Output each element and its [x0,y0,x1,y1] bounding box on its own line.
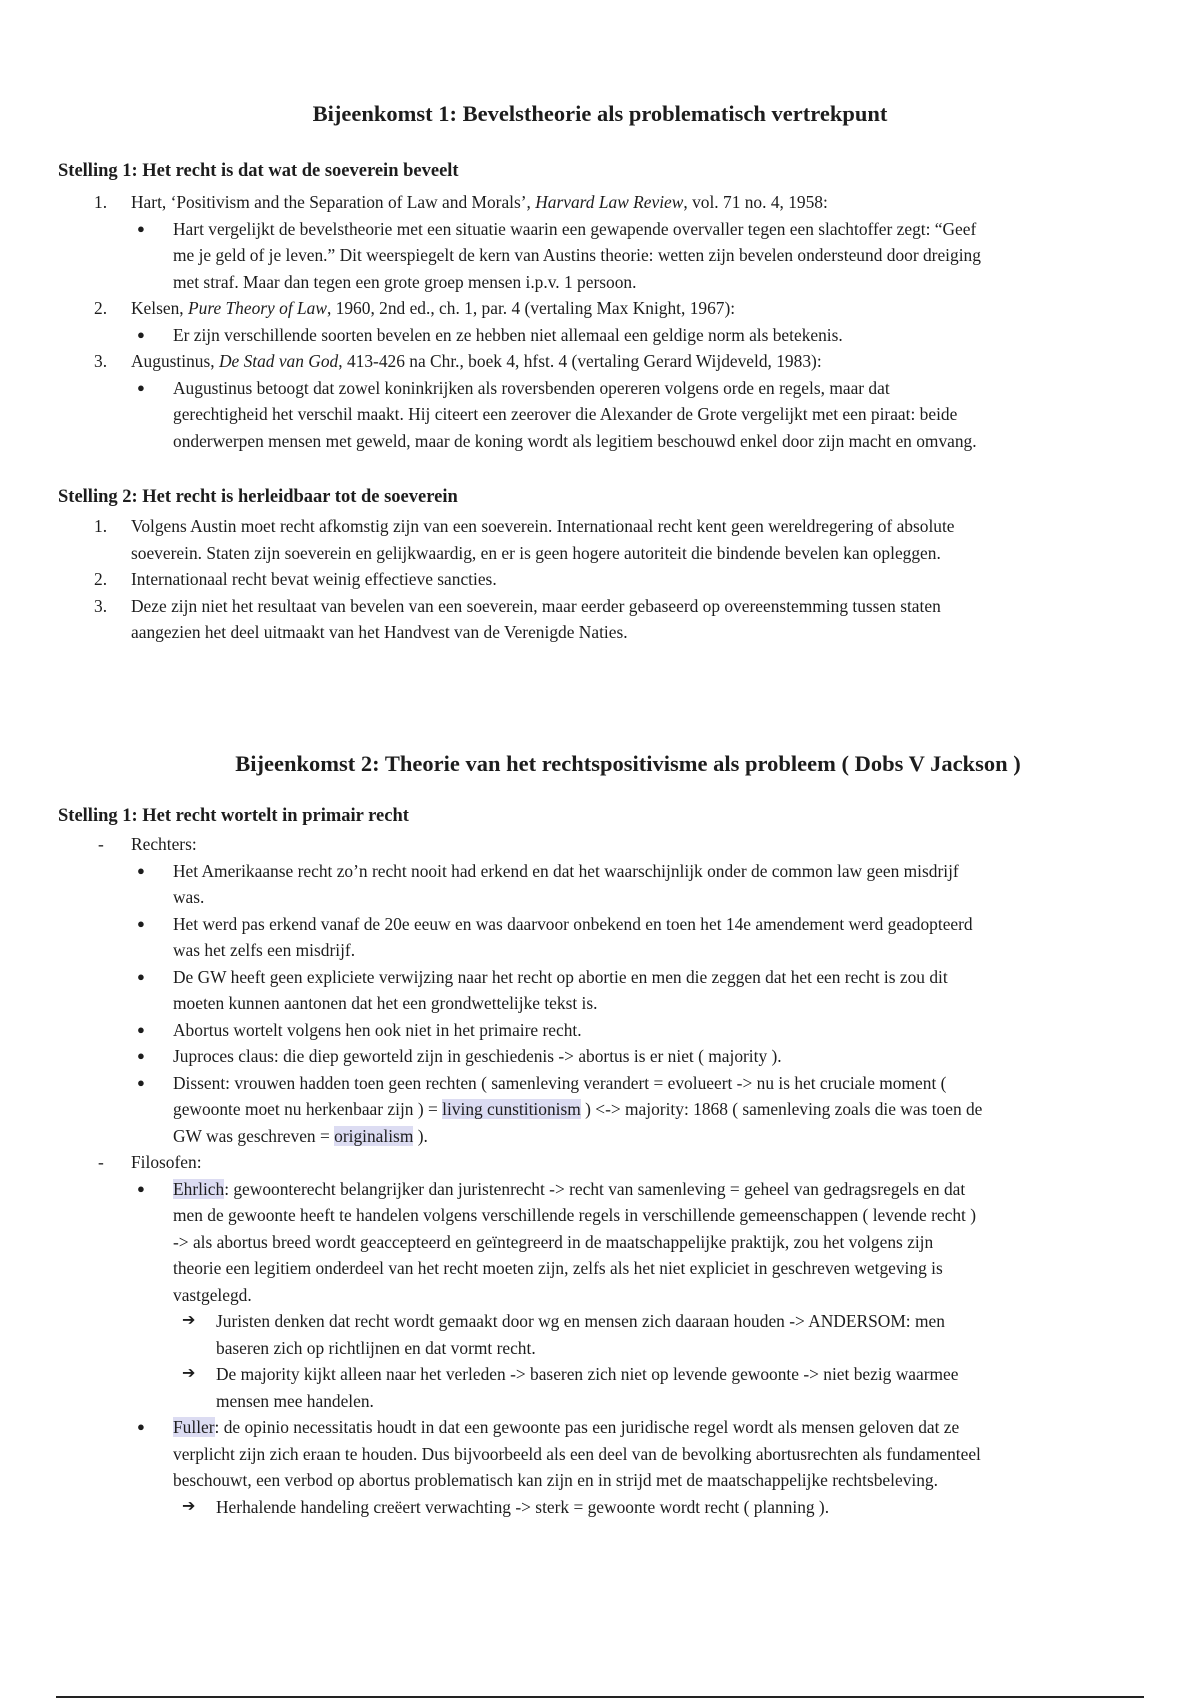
dash-label: Filosofen: [131,1152,202,1172]
list-item-continuation [0,619,1200,646]
highlight-living-constitutionism: living cunstitionism [442,1099,581,1119]
bullet-icon: ● [137,968,145,984]
section1-stelling2-heading: Stelling 2: Het recht is herleidbaar tot de soeverein [58,487,458,507]
bullet-icon: ● [137,1048,145,1063]
bullet-text: Er zijn verschillende soorten bevelen en ze hebben niet allemaal een geldige norm als betekenis. [173,324,843,345]
bullet-continuation [0,269,1200,296]
dash-marker: - [98,834,104,854]
item-text: soeverein. Staten zijn soeverein en gelijkwaardig, en er is geen hogere autoriteit die bindende bevelen kan opleggen. [131,542,941,563]
bullet-text: GW was geschreven = originalism ). [173,1125,428,1146]
bullet-text: theorie een legitiem onderdeel van het recht moeten zijn, zelfs als het niet expliciet in geschreven wetgeving is [173,1258,943,1278]
arrow-icon: ➔ [182,1312,196,1329]
item-text: Hart, ‘Positivism and the Separation of Law and Morals’, Harvard Law Review, vol. 71 no. 4, 1958: [131,192,828,212]
highlight-ehrlich: Ehrlich [173,1178,225,1199]
bullet-icon: ● [137,1419,145,1434]
arrow-item [0,1361,1200,1388]
item-number: 3. [94,595,108,616]
arrow-item [0,1308,1200,1335]
bullet-text: beschouwt, een verbod op abortus problematisch kan zijn en in strijd met de maatschappelijke rechtsbeleving. [173,1470,938,1490]
item-number: 2. [94,298,108,318]
section2-stelling1-body [0,831,1200,1520]
bullet-continuation [0,1123,1200,1150]
list-item [0,348,1200,375]
bullet-text: De GW heeft geen expliciete verwijzing naar het recht op abortie en men die zeggen dat het een recht is zou dit [173,966,948,987]
bullet-icon: ● [137,862,145,878]
bullet-item-dissent [0,1070,1200,1097]
section1-stelling1-list [0,189,1200,454]
bullet-text: vastgelegd. [173,1284,252,1305]
arrow-text: De majority kijkt alleen naar het verleden -> baseren zich niet op levende gewoonte -> niet bezig waarmee [216,1364,959,1384]
bullet-item [0,1043,1200,1070]
bullet-continuation [0,937,1200,964]
bullet-text: onderwerpen mensen met geweld, maar de koning wordt als legitiem beschouwd enkel door zijn macht en omvang. [173,430,977,451]
list-item [0,593,1200,620]
bullet-text: Augustinus betoogt dat zowel koninkrijken als roversbenden opereren volgens orde en regels, maar dat [173,377,890,398]
bullet-continuation [0,242,1200,269]
section2-stelling1-heading: Stelling 1: Het recht wortelt in primair recht [58,806,409,826]
item-text: Volgens Austin moet recht afkomstig zijn van een soeverein. Internationaal recht kent geen wereldregering of absolute [131,516,955,536]
bullet-text: -> als abortus breed wordt geaccepteerd en geïntegreerd in de maatschappelijke praktijk, zou het volgens zijn [173,1231,934,1252]
item-text: Deze zijn niet het resultaat van bevelen van een soeverein, maar eerder gebaseerd op overeenstemming tussen staten [131,595,941,616]
bullet-text: Hart vergelijkt de bevelstheorie met een situatie waarin een gewapende overvaller tegen een slachtoffer zegt: “Geef [173,218,977,239]
arrow-icon: ➔ [182,1365,196,1382]
arrow-text: mensen mee handelen. [216,1390,374,1411]
bullet-continuation [0,1096,1200,1123]
section1-title: Bijeenkomst 1: Bevelstheorie als problematisch vertrekpunt [312,101,888,126]
highlight-fuller: Fuller [173,1417,215,1437]
list-item [0,513,1200,540]
bullet-continuation [0,884,1200,911]
bullet-text: Abortus wortelt volgens hen ook niet in het primaire recht. [173,1019,582,1040]
list-item [0,189,1200,216]
bullet-icon: ● [137,220,145,236]
bullet-continuation [0,990,1200,1017]
bullet-icon: ● [137,1021,145,1037]
bullet-continuation [0,1229,1200,1256]
bullet-text: was het zelfs een misdrijf. [173,940,356,960]
bullet-text: me je geld of je leven.” Dit weerspiegelt de kern van Austins theorie: wetten zijn bevelen ondersteund door dreiging [173,245,981,265]
bullet-item [0,375,1200,402]
bullet-text: gerechtigheid het verschil maakt. Hij citeert een zeerover die Alexander de Grote vergelijkt met een piraat: beide [173,404,958,424]
bullet-continuation [0,1441,1200,1468]
bullet-text: met straf. Maar dan tegen een grote groep mensen i.p.v. 1 persoon. [173,271,637,292]
bullet-continuation [0,1282,1200,1309]
bullet-icon: ● [137,326,145,342]
dash-item-rechters [0,831,1200,858]
arrow-icon: ➔ [182,1497,196,1515]
item-text: aangezien het deel uitmaakt van het Handvest van de Verenigde Naties. [131,622,628,642]
list-item-continuation [0,540,1200,567]
bullet-item [0,216,1200,243]
bullet-item [0,964,1200,991]
bullet-item [0,911,1200,938]
list-item [0,566,1200,593]
item-text: Augustinus, De Stad van God, 413-426 na Chr., boek 4, hfst. 4 (vertaling Gerard Wijdeveld, 1983): [131,351,822,371]
bullet-continuation [0,1467,1200,1494]
dash-marker: - [98,1152,104,1172]
bullet-text: Fuller: de opinio necessitatis houdt in dat een gewoonte pas een juridische regel wordt als mensen geloven dat ze [173,1417,960,1437]
arrow-text: baseren zich op richtlijnen en dat vormt recht. [216,1337,536,1358]
section1-stelling2-list [0,513,1200,646]
highlight-originalism: originalism [334,1125,414,1146]
bullet-continuation [0,1255,1200,1282]
item-text: Kelsen, Pure Theory of Law, 1960, 2nd ed., ch. 1, par. 4 (vertaling Max Knight, 1967): [131,298,736,318]
item-number: 2. [94,569,108,589]
bullet-text: gewoonte moet nu herkenbaar zijn ) = living cunstitionism ) <-> majority: 1868 ( samenleving zoals die was toen de [173,1099,983,1119]
bullet-continuation [0,401,1200,428]
bottom-divider [56,1696,1144,1698]
bullet-text: verplicht zijn zich eraan te houden. Dus bijvoorbeeld als een deel van de bevolking abortusrechten als fundamenteel [173,1443,981,1464]
arrow-item [0,1494,1200,1521]
bullet-text: men de gewoonte heeft te handelen volgens verschillende regels in verschillende gemeenschappen ( levende recht ) [173,1205,977,1225]
item-number: 3. [94,351,108,371]
item-text: Internationaal recht bevat weinig effectieve sancties. [131,569,497,589]
bullet-item [0,1017,1200,1044]
bullet-text: Juproces claus: die diep geworteld zijn in geschiedenis -> abortus is er niet ( majority ). [173,1046,782,1066]
bullet-icon: ● [137,915,145,931]
arrow-text: Juristen denken dat recht wordt gemaakt door wg en mensen zich daaraan houden -> ANDERSOM: men [216,1311,945,1331]
bullet-continuation [0,1202,1200,1229]
arrow-text: Herhalende handeling creëert verwachting -> sterk = gewoonte wordt recht ( planning ). [216,1496,830,1517]
bullet-item [0,322,1200,349]
bullet-continuation [0,428,1200,455]
bullet-icon: ● [137,1074,145,1090]
dash-label: Rechters: [131,834,197,854]
bullet-text: Het werd pas erkend vanaf de 20e eeuw en was daarvoor onbekend en toen het 14e amendement werd geadopteerd [173,913,973,934]
bullet-item [0,858,1200,885]
bullet-icon: ● [137,379,145,395]
item-number: 1. [94,516,108,536]
list-item [0,295,1200,322]
bullet-item-fuller [0,1414,1200,1441]
section2-title: Bijeenkomst 2: Theorie van het rechtspositivisme als probleem ( Dobs V Jackson ) [235,751,1021,776]
bullet-icon: ● [137,1180,145,1196]
bullet-item-ehrlich [0,1176,1200,1203]
section1-stelling1-heading: Stelling 1: Het recht is dat wat de soeverein beveelt [58,161,459,181]
bullet-text: Het Amerikaanse recht zo’n recht nooit had erkend en dat het waarschijnlijk onder de common law geen misdrijf [173,860,959,881]
bullet-text: Ehrlich: gewoonterecht belangrijker dan juristenrecht -> recht van samenleving = geheel van gedragsregels en dat [173,1178,966,1199]
bullet-text: was. [173,887,205,907]
arrow-continuation [0,1335,1200,1362]
bullet-text: moeten kunnen aantonen dat het een grondwettelijke tekst is. [173,993,598,1013]
bullet-text: Dissent: vrouwen hadden toen geen rechten ( samenleving verandert = evolueert -> nu is het cruciale moment ( [173,1072,947,1093]
arrow-continuation [0,1388,1200,1415]
dash-item-filosofen [0,1149,1200,1176]
item-number: 1. [94,192,108,212]
